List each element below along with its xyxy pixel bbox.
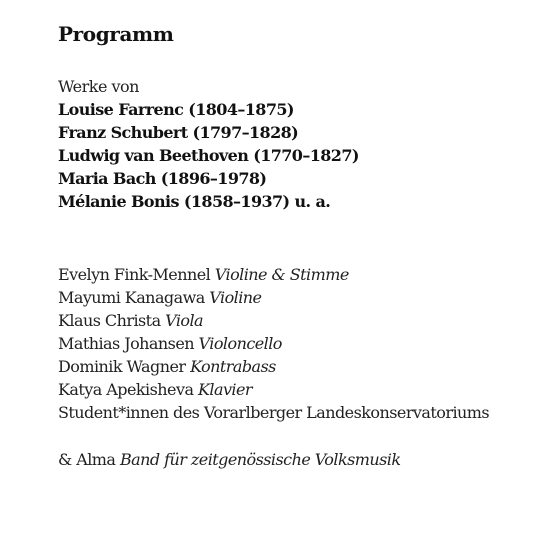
performer-role: Kontrabass <box>190 357 276 376</box>
composer-name: Louise Farrenc <box>58 100 184 119</box>
composer-years: (1896–1978) <box>160 169 267 188</box>
composer-years: (1770–1827) <box>253 146 359 165</box>
performer-item <box>58 401 548 424</box>
performer-name: Evelyn Fink-Mennel <box>58 265 211 284</box>
page-title: Programm <box>58 22 174 46</box>
performer-item <box>58 332 548 355</box>
performer-item <box>58 286 548 309</box>
performer-role: Violoncello <box>198 334 282 353</box>
performer-name: Dominik Wagner <box>58 357 186 376</box>
performer-name: Student*innen des Vorarlberger Landeskonservatoriums <box>58 403 490 422</box>
composer-item <box>58 190 548 213</box>
ensemble-role: Band für zeitgenössische Volksmusik <box>119 450 401 469</box>
performer-role: Violine <box>209 288 262 307</box>
performer-name: Klaus Christa <box>58 311 161 330</box>
composer-item <box>58 98 548 121</box>
ensemble-line <box>58 448 548 471</box>
performer-name: Mathias Johansen <box>58 334 194 353</box>
performer-role: Viola <box>165 311 204 330</box>
performer-item <box>58 309 548 332</box>
composer-item <box>58 167 548 190</box>
composer-years: (1804–1875) <box>188 100 294 119</box>
performer-name: Katya Apekisheva <box>58 380 194 399</box>
composer-item <box>58 121 548 144</box>
composer-years: (1797–1828) <box>192 123 299 142</box>
performer-name: Mayumi Kanagawa <box>58 288 205 307</box>
composer-item <box>58 144 548 167</box>
performer-item <box>58 263 548 286</box>
composer-name: Mélanie Bonis <box>58 192 179 211</box>
composer-years: (1858–1937) <box>183 192 290 211</box>
performer-item <box>58 355 548 378</box>
composer-list <box>58 98 548 213</box>
composer-name: Maria Bach <box>58 169 156 188</box>
composer-name: Franz Schubert <box>58 123 188 142</box>
performer-role: Klavier <box>197 380 253 399</box>
performer-list <box>58 263 548 424</box>
ensemble-name: & Alma <box>58 450 116 469</box>
performer-item <box>58 378 548 401</box>
composer-name: Ludwig van Beethoven <box>58 146 249 165</box>
composer-suffix: u. a. <box>294 192 331 211</box>
performer-role: Violine & Stimme <box>214 265 349 284</box>
works-intro: Werke von <box>58 77 139 96</box>
program-section <box>58 20 548 471</box>
